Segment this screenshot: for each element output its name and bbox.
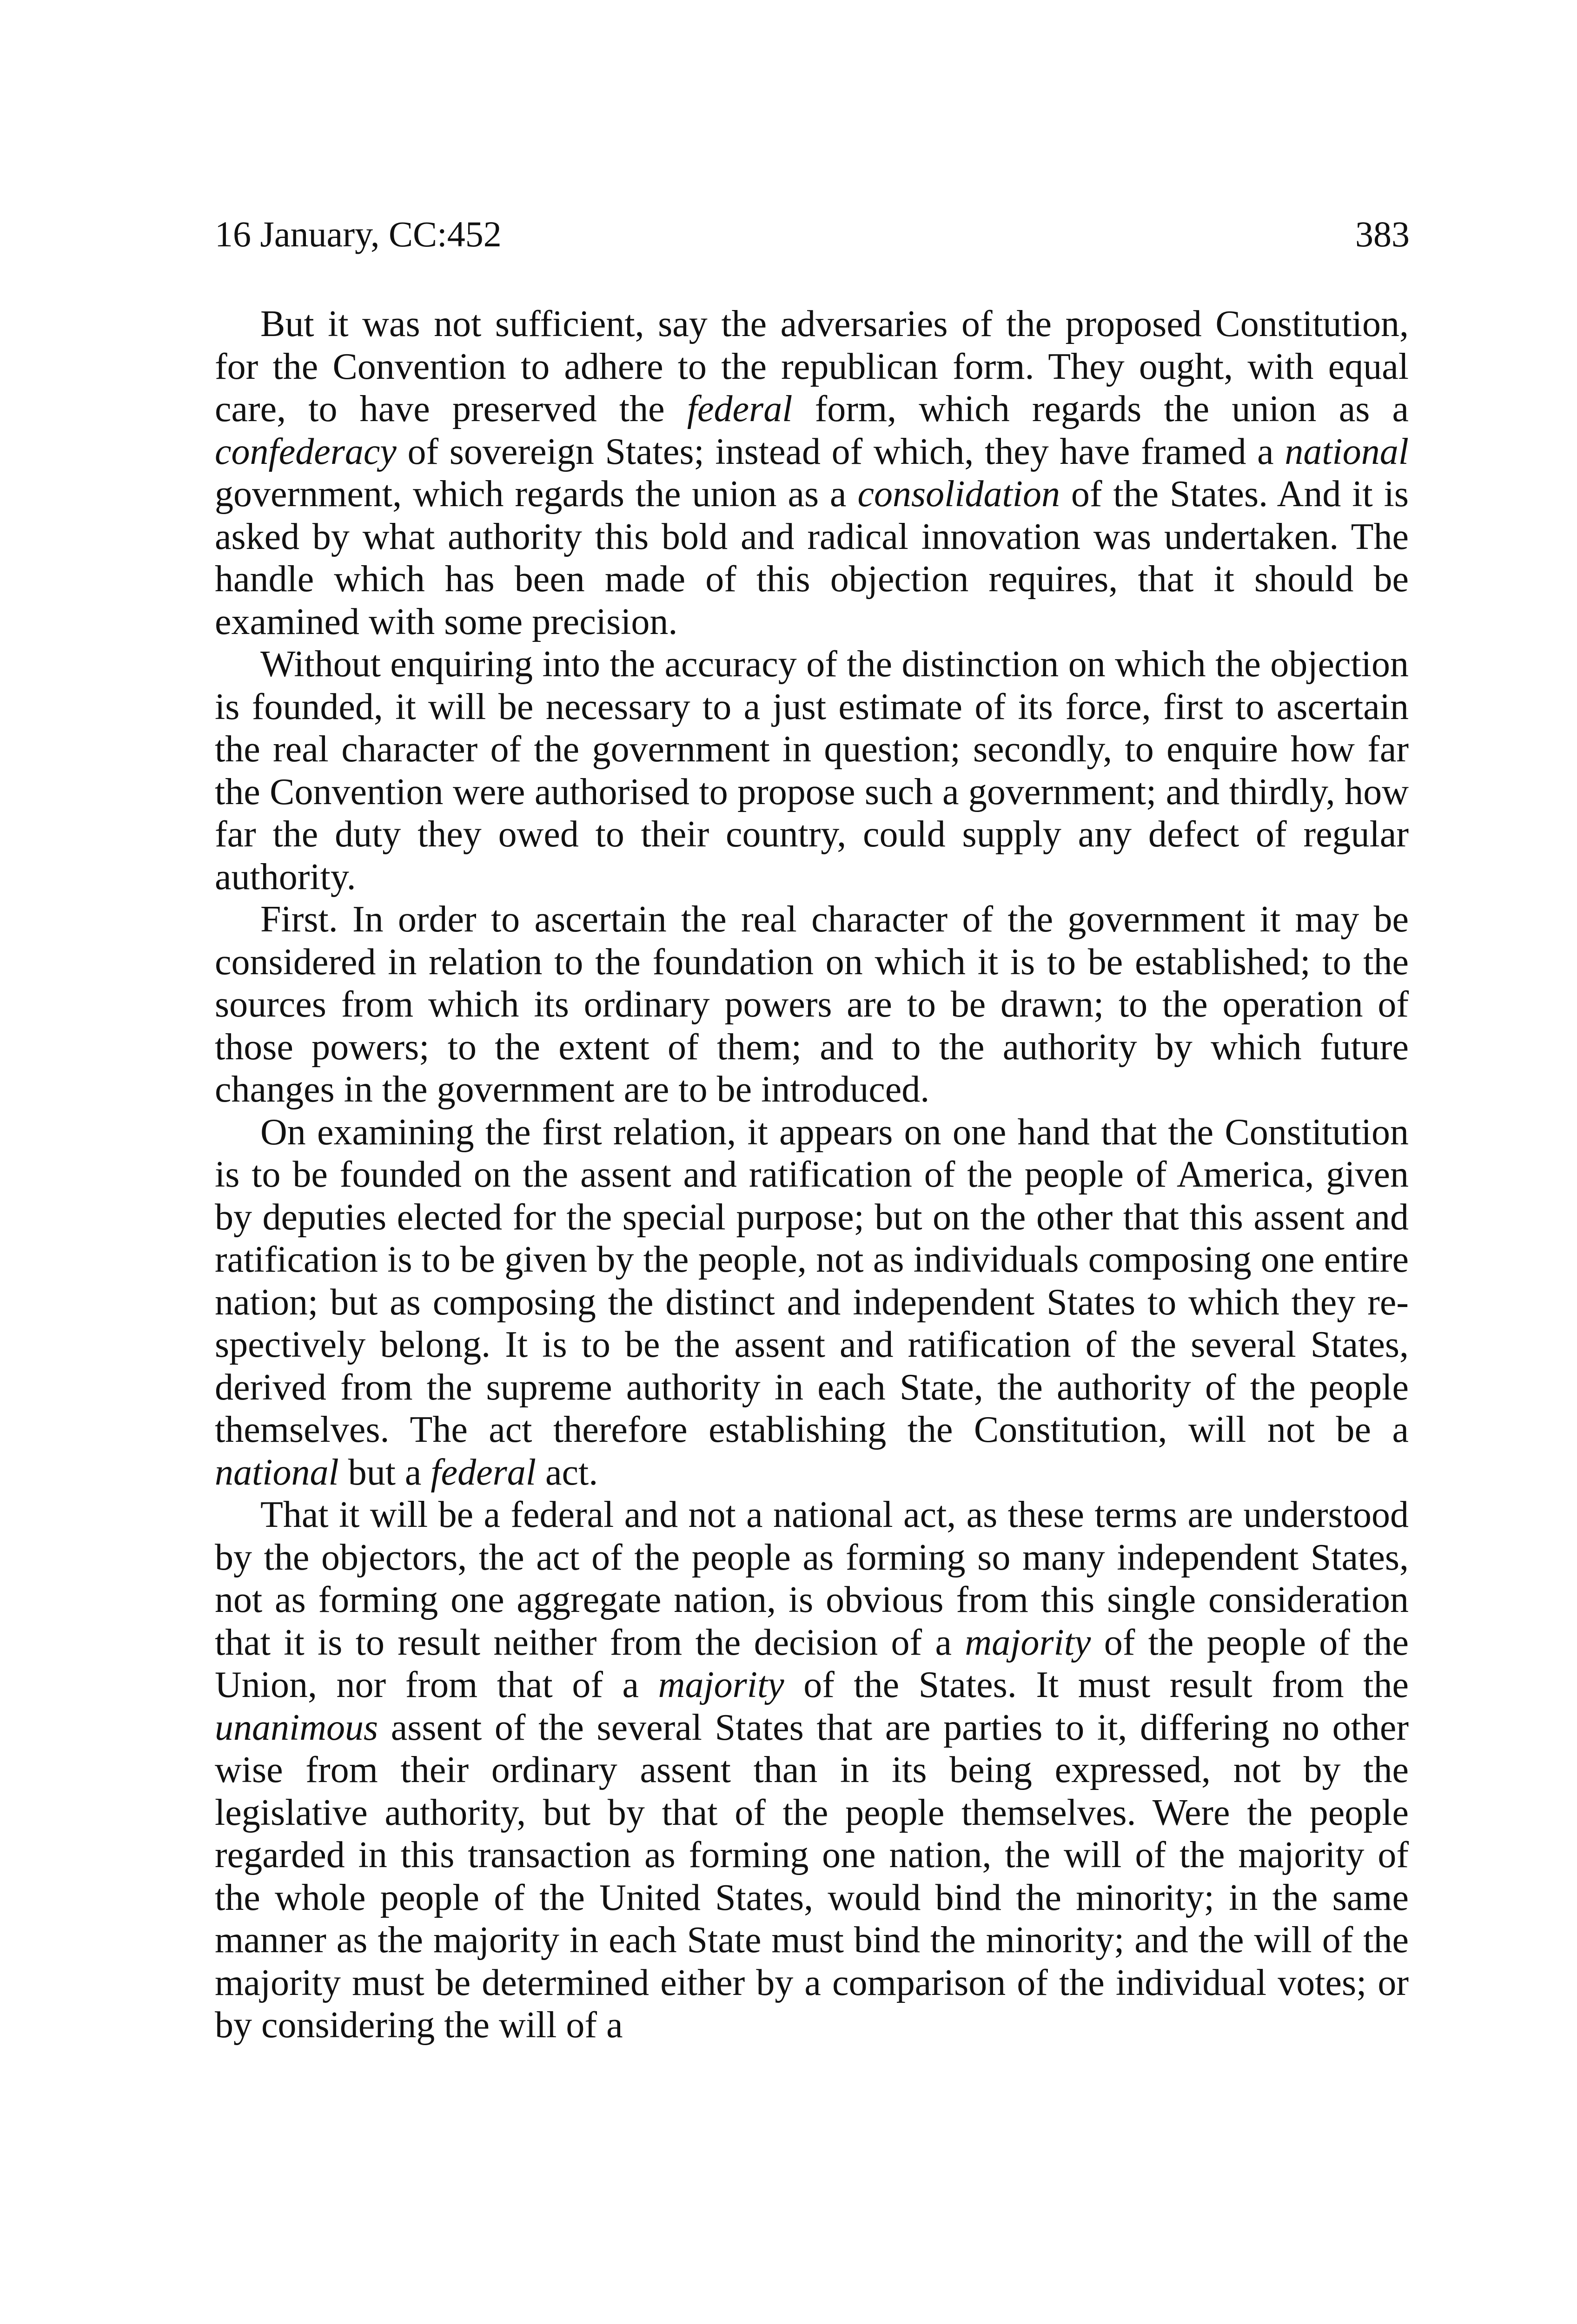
italic-text: national	[1285, 431, 1409, 472]
text-run: assent of the several States that are parties to it, differing no other wise from their ordinary assent than in its being expressed, not by the legislative authority, but by that of the people themselves. Were the people regarded in this transaction as forming one nation, the will of the majority of the whole people of the United States, would bind the minority; in the same manner as the majority in each State must bind the minority; and the will of the majority must be determined either by a comparison of the individual votes; or by considering the will of a	[215, 1707, 1409, 2046]
italic-text: majority	[965, 1622, 1091, 1663]
italic-text: unanimous	[215, 1707, 378, 1748]
italic-text: confederacy	[215, 431, 397, 472]
italic-text: national	[215, 1452, 339, 1493]
text-run: but a	[338, 1452, 431, 1493]
running-header	[215, 212, 1410, 257]
italic-text: federal	[431, 1452, 537, 1493]
text-run: of the States. And it is asked by what authority this bold and radical innovation was undertaken. The handle which has been made of this objection requires, that it should be examined with some precision.	[215, 474, 1409, 642]
text-run: government, which regards the union as a	[215, 474, 858, 515]
running-head: 16 January, CC:452	[215, 214, 502, 254]
page-number: 383	[1355, 214, 1410, 254]
text-run: of the States. It must result from the	[784, 1664, 1409, 1705]
text-run: of the people of the Union, nor from that of a	[215, 1622, 1409, 1705]
text-run: act.	[536, 1452, 598, 1493]
text-run: That it will be a federal and not a national act, as these terms are understood by the objectors, the act of the people as forming so many independent States, not as forming one aggregate nation, is obvious from this single consideration that it is to result neither from the decision of a	[215, 1494, 1409, 1663]
body-text	[215, 303, 1409, 2047]
italic-text: majority	[658, 1664, 784, 1705]
paragraph	[215, 643, 1409, 898]
paragraph	[215, 1111, 1409, 1494]
text-run: of sovereign States; instead of which, they have framed a	[396, 431, 1285, 472]
paragraph	[215, 303, 1409, 643]
italic-text: federal	[687, 389, 793, 429]
text-run: Without enquiring into the accuracy of the distinction on which the objection is founded, it will be necessary to a just estimate of its force, first to ascertain the real character of the government in question; secondly, to enquire how far the Convention were authorised to propose such a government; and thirdly, how far the duty they owed to their country, could supply any defect of regular authority.	[215, 644, 1409, 898]
text-run: But it was not sufficient, say the adversaries of the proposed Constitution, for the Convention to adhere to the republican form. They ought, with equal care, to have preserved the	[215, 304, 1409, 429]
paragraph	[215, 898, 1409, 1111]
text-run: First. In order to ascertain the real character of the government it may be considered in relation to the foundation on which it is to be established; to the sources from which its ordinary powers are to be drawn; to the operation of those powers; to the extent of them; and to the authority by which future changes in the government are to be introduced.	[215, 899, 1409, 1110]
text-run: On examining the first relation, it appears on one hand that the Constitution is to be founded on the assent and ratification of the people of America, given by deputies elected for the special purpose; but on the other that this assent and ratification is to be given by the people, not as individuals composing one entire nation; but as composing the distinct and independent States to which they respectively belong. It is to be the assent and ratification of the several States, derived from the supreme authority in each State, the authority of the people themselves. The act therefore establishing the Constitution, will not be a	[215, 1111, 1409, 1450]
text-run: form, which regards the union as a	[792, 389, 1409, 429]
paragraph	[215, 1494, 1409, 2047]
italic-text: consolidation	[857, 474, 1060, 515]
